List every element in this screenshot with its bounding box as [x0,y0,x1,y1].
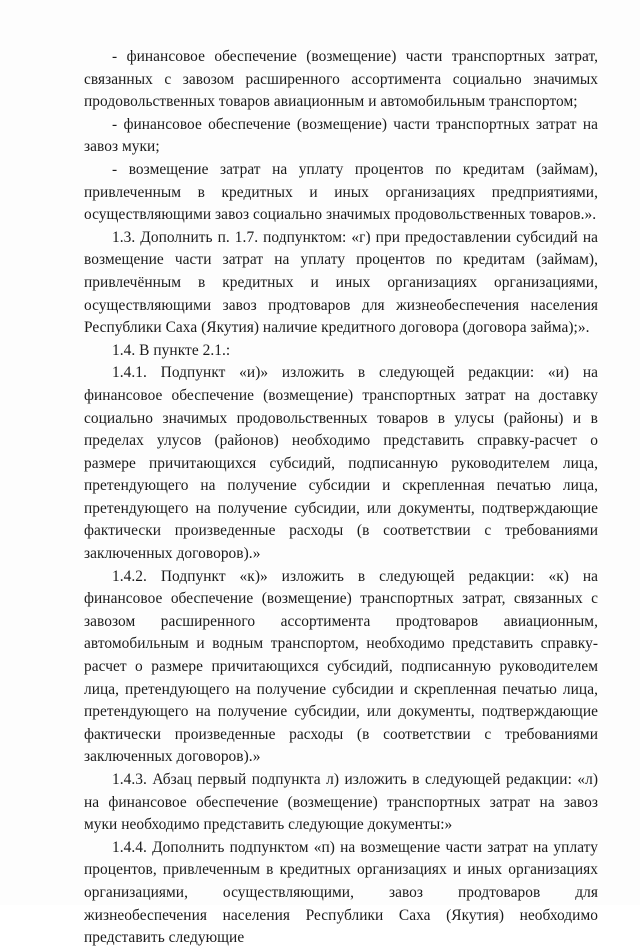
paragraph-1-4-1: 1.4.1. Подпункт «и)» изложить в следующей редакции: «и) на финансовое обеспечение (возмещение) транспортных затрат на доставку социально значимых продовольственных товаров в улусы (районы) и в пределах улусов (районов) необходимо представить справку-расчет о размере причитающихся субсидий, подписанную руководителем лица, претендующего на получение субсидии и скрепленная печатью лица, претендующего на получение субсидии, или документы, подтверждающие фактически произведенные расходы (в соответствии с требованиями заключенных договоров).» [84,364,598,563]
paragraph-flour-delivery: - финансовое обеспечение (возмещение) части транспортных затрат на завоз муки; [84,115,598,156]
document-body [84,46,598,950]
paragraph-1-4-4: 1.4.4. Дополнить подпунктом «п) на возмещение части затрат на уплату процентов, привлеченным в кредитных организациях и иных организациях организациями, осуществляющими, завоз продтоваров для жизнеобеспечения населения Республики Саха (Якутия) необходимо представить следующие [84,838,598,947]
paragraph-1-4-2: 1.4.2. Подпункт «к)» изложить в следующей редакции: «к) на финансовое обеспечение (возмещение) транспортных затрат, связанных с завозом расширенного ассортимента продтоваров авиационным, автомобильным и водным транспортом, необходимо представить справку-расчет о размере причитающихся субсидий, подписанную руководителем лица, претендующего на получение субсидии и скрепленная печатью лица, претендующего на получение субсидии, или документы, подтверждающие фактически произведенные расходы (в соответствии с требованиями заключенных договоров).» [84,567,598,766]
paragraph-1-4: 1.4. В пункте 2.1.: [112,341,231,359]
paragraph-loan-interest: - возмещение затрат на уплату процентов по кредитам (займам), привлеченным в кредитных и иных организациях предприятиями, осуществляющими завоз социально значимых продовольственных товаров.». [84,160,598,224]
paragraph-1-3: 1.3. Дополнить п. 1.7. подпунктом: «г) при предоставлении субсидий на возмещение части затрат на уплату процентов по кредитам (займам), привлечённым в кредитных и иных организациях организациями, осуществляющими завоз продтоваров для жизнеобеспечения населения Республики Саха (Якутия) наличие кредитного договора (договора займа);». [84,228,598,337]
paragraph-1-4-3: 1.4.3. Абзац первый подпункта л) изложить в следующей редакции: «л) на финансовое обеспечение (возмещение) транспортных затрат на завоз муки необходимо представить следующие документы:» [84,771,598,834]
paragraph-transport-costs-assortment: - финансовое обеспечение (возмещение) части транспортных затрат, связанных с завозом расширенного ассортимента социально значимых продовольственных товаров авиационным и автомобильным транспортом; [84,48,598,111]
